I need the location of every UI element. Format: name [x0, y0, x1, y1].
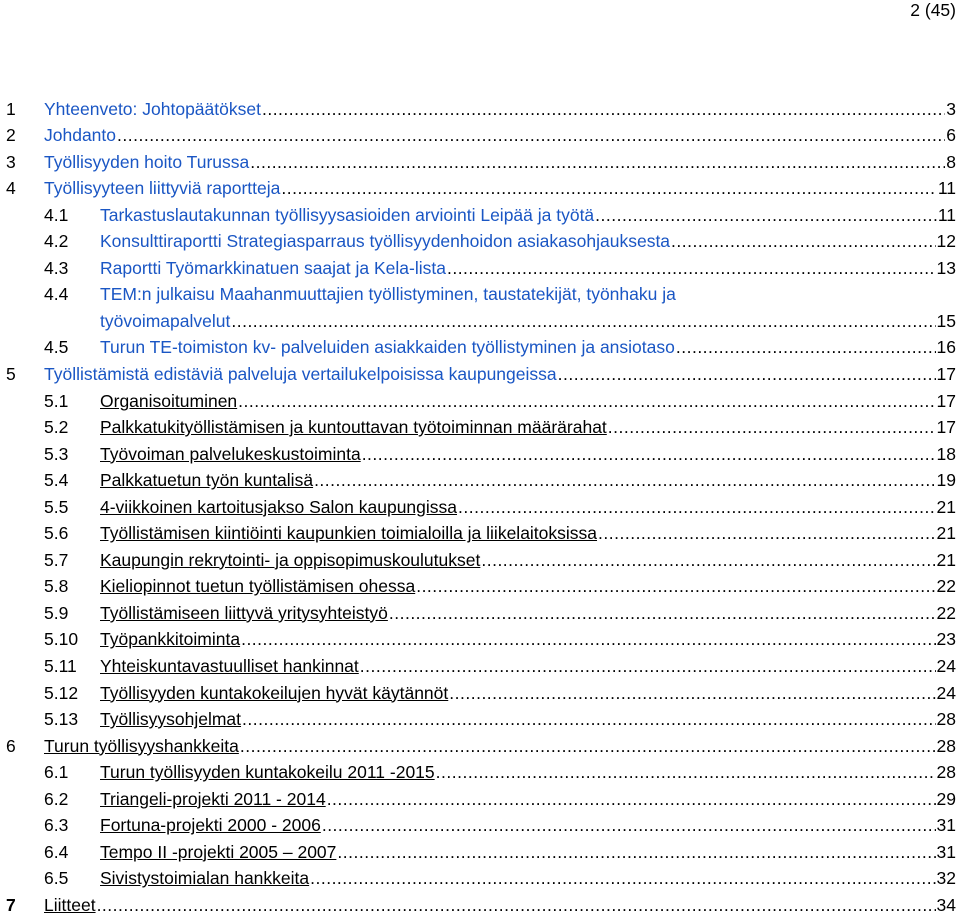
- toc-entry-page[interactable]: 29: [936, 788, 956, 809]
- toc-entry-page[interactable]: 15: [936, 310, 956, 331]
- dot-leader: [458, 497, 936, 517]
- toc-entry[interactable]: [6, 649, 956, 676]
- toc-entry[interactable]: [6, 198, 956, 225]
- toc-entry[interactable]: [6, 464, 956, 491]
- dot-leader: [436, 762, 936, 782]
- toc-entry-number: 6.3: [44, 815, 69, 836]
- toc-entry-title[interactable]: Työllisyyteen liittyviä raportteja: [44, 178, 281, 199]
- toc-entry-number: 7: [6, 894, 16, 915]
- dot-leader: [447, 258, 936, 278]
- toc-entry-page[interactable]: 8: [946, 151, 956, 172]
- toc-entry-number: 4.5: [44, 337, 69, 358]
- toc-entry-number: 5.2: [44, 417, 69, 438]
- toc-entry[interactable]: [6, 278, 956, 305]
- toc-entry-page[interactable]: 12: [936, 231, 956, 252]
- toc-entry-number: 4.1: [44, 204, 69, 225]
- toc-entry-number: 1: [6, 98, 16, 119]
- table-of-contents: [6, 92, 956, 915]
- toc-entry-number: 4.2: [44, 231, 69, 252]
- toc-entry-number: 5.8: [44, 576, 69, 597]
- toc-entry-page[interactable]: 6: [946, 125, 956, 146]
- toc-entry-number: 4.4: [44, 284, 69, 305]
- toc-entry-title[interactable]: Kieliopinnot tuetun työllistämisen ohessa: [100, 576, 416, 597]
- toc-entry-page[interactable]: 28: [936, 735, 956, 756]
- toc-entry[interactable]: [6, 543, 956, 570]
- toc-entry-title[interactable]: Raportti Työmarkkinatuen saajat ja Kela-lista: [100, 257, 446, 278]
- toc-entry-title[interactable]: Työllistämisen kiintiöinti kaupunkien toimialoilla ja liikelaitoksissa: [100, 523, 598, 544]
- dot-leader: [671, 231, 935, 251]
- dot-leader: [360, 656, 936, 676]
- toc-entry[interactable]: [6, 172, 956, 199]
- toc-entry-title[interactable]: 4-viikkoinen kartoitusjakso Salon kaupungissa: [100, 496, 458, 517]
- toc-entry-number: 6: [6, 735, 16, 756]
- toc-entry-title[interactable]: Johdanto: [44, 125, 117, 146]
- toc-entry[interactable]: [6, 331, 956, 358]
- dot-leader: [416, 576, 935, 596]
- toc-entry-page[interactable]: 11: [937, 178, 956, 199]
- toc-entry-title[interactable]: Sivistystoimialan hankkeita: [100, 868, 310, 889]
- dot-leader: [608, 417, 936, 437]
- dot-leader: [322, 815, 936, 835]
- toc-entry-page[interactable]: 28: [936, 762, 956, 783]
- toc-entry[interactable]: [6, 225, 956, 252]
- toc-entry-number: 5.7: [44, 549, 69, 570]
- toc-entry-number: 5.1: [44, 390, 69, 411]
- toc-entry-number: 5: [6, 364, 16, 385]
- toc-entry-title[interactable]: Yhteiskuntavastuulliset hankinnat: [100, 656, 359, 677]
- toc-entry[interactable]: [6, 384, 956, 411]
- toc-entry-page[interactable]: 19: [936, 470, 956, 491]
- toc-entry-title[interactable]: Kaupungin rekrytointi- ja oppisopimuskoulutukset: [100, 549, 481, 570]
- toc-entry-title[interactable]: Turun työllisyyden kuntakokeilu 2011 -2015: [100, 762, 435, 783]
- toc-entry[interactable]: [6, 251, 956, 278]
- toc-entry-number: 6.5: [44, 868, 69, 889]
- toc-entry-continued[interactable]: [6, 304, 956, 331]
- toc-entry-title[interactable]: Konsulttiraportti Strategiasparraus työllisyydenhoidon asiakasohjauksesta: [100, 231, 671, 252]
- toc-entry-title[interactable]: Liitteet: [44, 894, 96, 915]
- toc-entry[interactable]: [6, 676, 956, 703]
- dot-leader: [262, 99, 945, 119]
- toc-entry-title[interactable]: Triangeli-projekti 2011 - 2014: [100, 788, 326, 809]
- toc-entry-title[interactable]: Työllistämiseen liittyvä yritysyhteistyö: [100, 602, 388, 623]
- toc-entry-number: 4: [6, 178, 16, 199]
- toc-entry-number: 5.11: [44, 656, 77, 677]
- dot-leader: [676, 337, 936, 357]
- toc-entry-title[interactable]: Työllisyyden hoito Turussa: [44, 151, 250, 172]
- dot-leader: [238, 391, 935, 411]
- toc-entry[interactable]: [6, 357, 956, 384]
- toc-entry-page[interactable]: 21: [936, 496, 956, 517]
- dot-leader: [240, 736, 936, 756]
- toc-entry[interactable]: [6, 596, 956, 623]
- toc-entry[interactable]: [6, 623, 956, 650]
- toc-entry-number: 5.9: [44, 602, 69, 623]
- toc-entry-page[interactable]: 17: [936, 390, 956, 411]
- toc-entry-number: 3: [6, 151, 16, 172]
- toc-entry-page[interactable]: 22: [936, 602, 956, 623]
- toc-entry-number: 4.3: [44, 257, 69, 278]
- toc-entry-page[interactable]: 21: [936, 523, 956, 544]
- toc-entry-page[interactable]: 13: [936, 257, 956, 278]
- dot-leader: [327, 789, 936, 809]
- toc-entry-page[interactable]: 32: [936, 868, 956, 889]
- dot-leader: [558, 364, 936, 384]
- toc-entry-title[interactable]: Organisoituminen: [100, 390, 238, 411]
- toc-entry-page[interactable]: 17: [936, 364, 956, 385]
- page-number: 2 (45): [910, 0, 956, 20]
- toc-entry-number: 5.4: [44, 470, 69, 491]
- toc-entry[interactable]: [6, 888, 956, 915]
- dot-leader: [310, 868, 935, 888]
- dot-leader: [241, 629, 935, 649]
- dot-leader: [595, 205, 937, 225]
- dot-leader: [231, 311, 935, 331]
- toc-entry[interactable]: [6, 570, 956, 597]
- toc-entry-title[interactable]: TEM:n julkaisu Maahanmuuttajien työllistyminen, taustatekijät, työnhaku ja: [100, 284, 676, 305]
- toc-entry-page[interactable]: 16: [936, 337, 956, 358]
- toc-entry-title[interactable]: Työllisyyden kuntakokeilujen hyvät käytännöt: [100, 682, 449, 703]
- toc-entry-title[interactable]: Tempo II -projekti 2005 – 2007: [100, 841, 337, 862]
- dot-leader: [449, 683, 935, 703]
- toc-entry-title[interactable]: Fortuna-projekti 2000 - 2006: [100, 815, 321, 836]
- toc-entry-page[interactable]: 21: [936, 549, 956, 570]
- toc-entry-page[interactable]: 18: [936, 443, 956, 464]
- toc-entry-title[interactable]: Turun työllisyyshankkeita: [44, 735, 239, 756]
- dot-leader: [337, 842, 935, 862]
- toc-entry-number: 6.4: [44, 841, 69, 862]
- dot-leader: [281, 178, 936, 198]
- toc-entry-number: 2: [6, 125, 16, 146]
- toc-entry-title[interactable]: Työllisyysohjelmat: [100, 709, 242, 730]
- toc-entry-title[interactable]: Tarkastuslautakunnan työllisyysasioiden arviointi Leipää ja työtä: [100, 204, 595, 225]
- toc-entry[interactable]: [6, 92, 956, 119]
- toc-entry[interactable]: [6, 411, 956, 438]
- toc-entry[interactable]: [6, 729, 956, 756]
- toc-entry[interactable]: [6, 756, 956, 783]
- toc-entry[interactable]: [6, 809, 956, 836]
- toc-entry-title[interactable]: Työllistämistä edistäviä palveluja vertailukelpoisissa kaupungeissa: [44, 364, 557, 385]
- toc-entry-page[interactable]: 23: [936, 629, 956, 650]
- toc-entry-page[interactable]: 28: [936, 709, 956, 730]
- toc-entry-title[interactable]: Yhteenveto: Johtopäätökset: [44, 98, 261, 119]
- toc-entry-page[interactable]: 24: [936, 656, 956, 677]
- toc-entry-number: 5.6: [44, 523, 69, 544]
- toc-entry-page[interactable]: 17: [936, 417, 956, 438]
- toc-entry-page[interactable]: 11: [937, 204, 956, 225]
- toc-entry-page[interactable]: 24: [936, 682, 956, 703]
- toc-entry-title[interactable]: Työvoiman palvelukeskustoiminta: [100, 443, 361, 464]
- toc-entry-number: 5.10: [44, 629, 79, 650]
- toc-entry-number: 6.2: [44, 788, 69, 809]
- dot-leader: [481, 550, 935, 570]
- toc-entry-title[interactable]: Palkkatuetun työn kuntalisä: [100, 470, 314, 491]
- toc-entry-number: 5.5: [44, 496, 69, 517]
- toc-entry-page[interactable]: 31: [936, 841, 956, 862]
- toc-entry-title[interactable]: Palkkatukityöllistämisen ja kuntouttavan työtoiminnan määrärahat: [100, 417, 607, 438]
- toc-entry-number: 5.3: [44, 443, 69, 464]
- toc-entry-title[interactable]: Työpankkitoiminta: [100, 629, 241, 650]
- toc-entry-page[interactable]: 22: [936, 576, 956, 597]
- toc-entry[interactable]: [6, 145, 956, 172]
- toc-entry[interactable]: [6, 490, 956, 517]
- toc-entry[interactable]: [6, 782, 956, 809]
- dot-leader: [389, 603, 936, 623]
- toc-entry-number: 6.1: [44, 762, 69, 783]
- dot-leader: [362, 444, 936, 464]
- dot-leader: [314, 470, 935, 490]
- toc-entry[interactable]: [6, 835, 956, 862]
- dot-leader: [250, 152, 945, 172]
- toc-entry-page[interactable]: 31: [936, 815, 956, 836]
- toc-entry-number: 5.12: [44, 682, 79, 703]
- toc-entry-page[interactable]: 3: [946, 98, 956, 119]
- toc-entry-page[interactable]: 34: [936, 894, 956, 915]
- toc-entry-title-continued[interactable]: työvoimapalvelut: [100, 310, 231, 331]
- toc-entry-title[interactable]: Turun TE-toimiston kv- palveluiden asiakkaiden työllistyminen ja ansiotaso: [100, 337, 675, 358]
- toc-entry-number: 5.13: [44, 709, 79, 730]
- toc-entry[interactable]: [6, 517, 956, 544]
- toc-entry[interactable]: [6, 862, 956, 889]
- dot-leader: [598, 523, 936, 543]
- toc-entry[interactable]: [6, 703, 956, 730]
- dot-leader: [242, 709, 936, 729]
- toc-entry[interactable]: [6, 437, 956, 464]
- dot-leader: [117, 125, 945, 145]
- toc-entry[interactable]: [6, 119, 956, 146]
